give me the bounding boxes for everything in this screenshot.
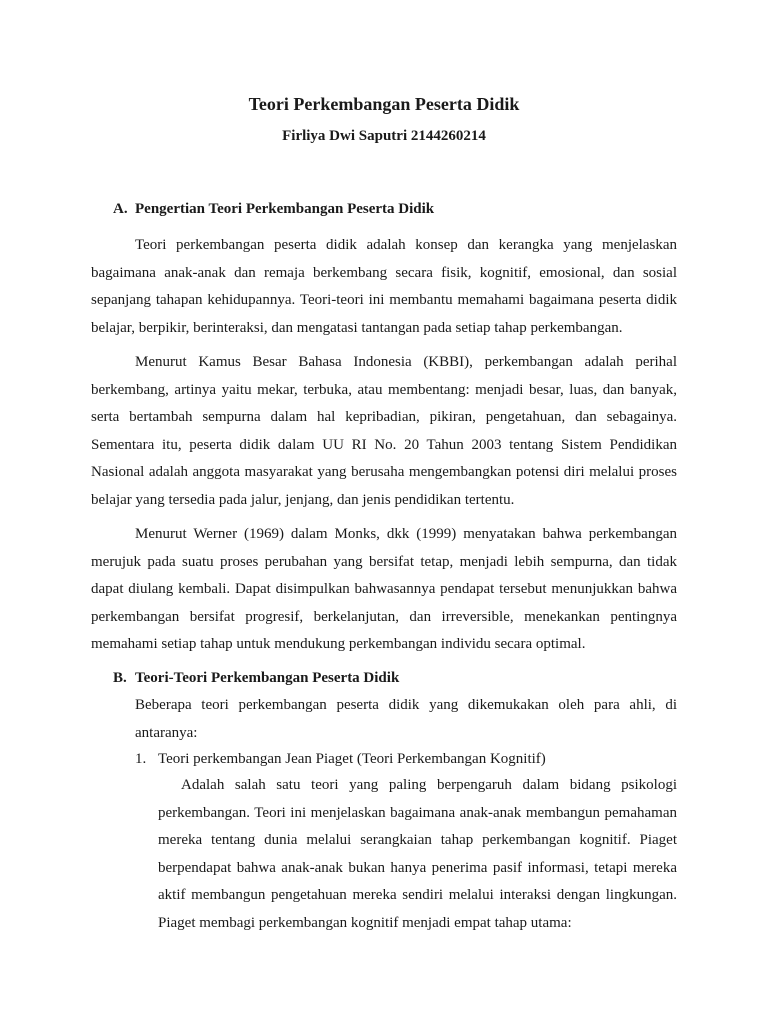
section-a-paragraph-1: Teori perkembangan peserta didik adalah konsep dan kerangka yang menjelaskan bagaimana anak-anak dan remaja berkembang secara fisik, kognitif, emosional, dan sosial sepanjang tahapan kehidupannya. Teori-teori ini membantu memahami bagaimana peserta didik belajar, berpikir, berinteraksi, dan mengatasi tantangan pada setiap tahap perkembangan. [91,237,677,336]
list-item-number: 1. [135,751,147,767]
list-item [135,749,546,769]
section-a-heading-text: Pengertian Teori Perkembangan Peserta Didik [135,201,435,217]
list-item-paragraph: Adalah salah satu teori yang paling berpengaruh dalam bidang psikologi perkembangan. Teori ini menjelaskan bagaimana anak-anak membangun pemahaman mereka tentang dunia melalui serangkaian tahap perkembangan kognitif. Piaget berpendapat bahwa anak-anak bukan hanya penerima pasif informasi, tetapi mereka aktif membangun pengetahuan mereka sendiri melalui interaksi dengan lingkungan. Piaget membagi perkembangan kognitif menjadi empat tahap utama: [158,777,677,931]
section-b-letter: B. [113,670,127,686]
section-a-heading [113,199,434,219]
section-a-paragraph-3: Menurut Werner (1969) dalam Monks, dkk (1999) menyatakan bahwa perkembangan merujuk pada suatu proses perubahan yang bersifat tetap, menjadi lebih sempurna, dan tidak dapat diulang kembali. Dapat disimpulkan bahwasannya pendapat tersebut menunjukkan bahwa perkembangan bersifat progresif, berkelanjutan, dan irreversible, menekankan pentingnya memahami setiap tahap untuk mendukung perkembangan individu secara optimal. [91,526,677,653]
section-a-paragraph-2: Menurut Kamus Besar Bahasa Indonesia (KBBI), perkembangan adalah perihal berkembang, artinya yaitu mekar, terbuka, atau membentang: menjadi besar, luas, dan banyak, serta bertambah sempurna dalam hal kepribadian, pikiran, pengetahuan, dan sebagainya. Sementara itu, peserta didik dalam UU RI No. 20 Tahun 2003 tentang Sistem Pendidikan Nasional adalah anggota masyarakat yang berusaha mengembangkan potensi diri melalui proses belajar yang tersedia pada jalur, jenjang, dan jenis pendidikan tertentu. [91,354,677,508]
document-title: Teori Perkembangan Peserta Didik [248,94,520,114]
section-b-heading [113,668,399,688]
section-b-heading-text: Teori-Teori Perkembangan Peserta Didik [135,670,400,686]
document-author: Firliya Dwi Saputri 2144260214 [282,128,486,144]
section-a-letter: A. [113,201,128,217]
list-item-title: Teori perkembangan Jean Piaget (Teori Perkembangan Kognitif) [158,751,546,767]
section-b-intro: Beberapa teori perkembangan peserta didik yang dikemukakan oleh para ahli, di antaranya: [135,697,677,741]
